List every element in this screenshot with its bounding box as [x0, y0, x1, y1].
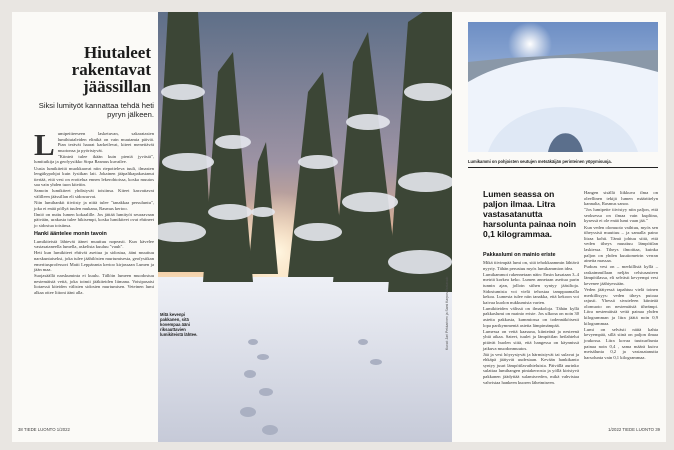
- photo-credit: Kuvat: Jari Pekkarinen ja Sami Karpos/Vastavalo: [445, 276, 449, 350]
- paragraph: Kun veden olomuoto vaihtuu, myös sen tiheyssisä muuttuu – ja samalla paino litraa kohti. Tämä johtuu siitä, että veden tiheys muuttuu lämpötilan laskiessa. Tiheys ilmoittaa, kuinka paljon on yhden kuutiometrin verran ainetta massaa.: [584, 224, 658, 264]
- paragraph: Hangen sisällä liikkuva ilma on oleellinen tekijä lumen määrittelyn kannalta, Rasmus sanoo.: [584, 190, 658, 207]
- pullquote: Lumen seassa on paljon ilmaa. Litra vastasatanutta harsolunta painaa noin 0,1 kilogrammaa.: [483, 189, 577, 239]
- intro-text: umipeitteeseen lasketuvan, sakaratasien lumihiutaleiden elinikä on vain muutamia päiviä. Pian terävät haarat karkeilevat, kiteet menettävät muotonsa ja pyöristyvät.: [57, 131, 154, 153]
- paragraph: "Kiinteä tulee ikään kuin pieniä jyväsiä", lumitutkija ja geofyysikko Sirpa Rasmus kuvailee.: [34, 153, 154, 165]
- photo-caption: Mitä kevenpi pakkanen, sitä kovempaa ääni riksauttavien lumikiteistä lähtee.: [160, 312, 198, 337]
- paragraph: Veden jäätyessä tapahtuu vielä toinen merkillisyys: veden tiheys putoaa rajusti. Yhessä sivuteleen kiinteää olomuoto on nestemäistä tiheämpi. Litra nestemäistä vettä painaa yhden kilogramman ja litra jäätä noin 0,9 kilogrammaa.: [584, 287, 658, 326]
- left-body: [34, 127, 154, 296]
- paragraph: Pudoas vesi on – merkillistä kyllä – raskaimmillaan neljän celsiusasteen lämpötilassa, eli selvästi kevyempi vesi kevenee jäähtyessään.: [584, 264, 658, 286]
- paragraph: Niin lumihankit tiiviisty ja niitä tulee "tanakkaa persuluntu", joka ei enää pöllyä tuulen mukana, Rasmus kertoo.: [34, 200, 154, 211]
- subhead: Pakkaslumi on mainio eriste: [483, 252, 556, 258]
- paragraph: "Jos lumipeite tiivistyy niin paljon, että seoksessa on ilmaa vain kupliina, kysessä ei ole enää lumi vaan jää.": [584, 207, 658, 224]
- paragraph: Lumikiteistä lähtevät äänet muuttuu nopeasti. Kun kävelee vastasataneella lumella, askelista kuuluu "vauh".: [34, 238, 154, 250]
- headline: Hiutaleet rakentavat jäässillan: [71, 43, 151, 96]
- dek: Siksi lumityöt kannattaa tehdä heti pyryn jälkeen.: [38, 101, 154, 119]
- paragraph: Lumikammoi rakennetaan näin: Ensin kasataan 3–4 metriä korkea keko. Lumen annetaan asettua parin tunnin ajan, jolloin siihen syntyy jääsiltoja. Sidostumista voi vielä tehostaa tamppaamalla kekoa. Lumesta tulee niin tanakka, että kekoon voi kaivaa kuolon nukkumista varten.: [483, 271, 579, 305]
- folio-left: 38 TIEDE LUONTO 1/2022: [18, 427, 70, 432]
- paragraph: Mikä tiivimpää lumi on, sitä tehokkaammin lähtävä nyyriy. Tähän perustuu myös lumikammion idea.: [483, 260, 579, 271]
- right-page: [452, 12, 666, 442]
- paragraph: Uusia lumikiteitä muokkaavat niin riepotteleva tuuli, ilmasten lengäkypohjat kuin fysiikan lait. Jokainen jääpaltkapakastanut tiertää, että vesi on erottelua ennen lekerohtoissa, koska muutos saa vain yhden tuon kiteitin.: [34, 165, 154, 188]
- folio-right: 1/2022 TIEDE LUONTO 39: [608, 427, 660, 432]
- subhead: Hanki ääntelee monin tavoin: [34, 230, 107, 237]
- paragraph: Lumi on selvästi näitä kahta kevyempää, sillä siinä on paljon ilmaa joukossa. Litra kovaa tuutsurfiunta painaa noin 0,4 , sama määrä kuiva metsälunta 0,2 ja vastasatanutta harsolunta vain 0,1 kilogrammaa.: [584, 326, 658, 360]
- small-photo-caption: Lumikammi on pohjoisten seutujen metsäkäijän perinteinen yöpymisuoja.: [468, 159, 612, 164]
- right-column-2: [584, 190, 658, 361]
- dropcap: L: [34, 127, 55, 162]
- right-column-1: [483, 250, 579, 386]
- paragraph: Lumessa on vettä kaasuna, kiinteänä ja nesteenä yhtä aikaa. Sateet, tuulet ja lämpötilan heilahtelut pitävät huolen siitä, että hangessa on käynnissä jatkuva muodonmuutos.: [483, 328, 579, 351]
- paragraph: Samoin lumikiteet yhdistyvät toisiinsa. Kiteet kasvattavat välilleen jäässillan eli sidosrarvat.: [34, 188, 154, 200]
- divider-rule: [468, 167, 658, 168]
- paragraph: Lumikiteiden välissä on ilmakoloja. Tähän kyllä pakkaslumi on mainio eriste. Jos ulkona on noin 30 astetta pakkasta, kammiossa on todennäköisesti lopa parikymmentä astetta lämpimämpää.: [483, 305, 579, 328]
- paragraph: Ilmiö on nuttu lumen kokaalille. Jos jättää lumityöt seuraavaan päivään, urakasta tulee hikisempi, koska lumikiteet ovat ehtineet jo sidostua toisiinsa.: [34, 211, 154, 228]
- paragraph: Suojasäällä narskuminta ei kuulu. Tällöin lumeen muodostuu nestemäistä vettä, joka toimii jääkiteiden liimana. Voisipasaisi liotaessä kiteiden välisten sidosten murtumisen. Veteinen lumi alkaa ottee liitoni ääni alla.: [34, 273, 154, 296]
- paragraph: Jää ja vesi höyrystyvät ja härmistyvät tai sulavat ja ehkäpä jäätyvät uudestaan. Kevään hankikanto syntyy juuri lämpötilavaihteluista. Päivällä aurinko sulattaa lumihangen pintakerrosta ja yöllä kiristyvä pakkanen jäädyttää sulamisveden, mikä vahvistaa vahvistaa hankeen kuoren lähetmiseen.: [483, 351, 579, 385]
- snow-mound-image: [468, 22, 658, 152]
- paragraph: Heti kun lumikiteet ehtivät asettua ja sidostua, ääni muuttuu narskuntaiseksi, joka tulee jäähilösten murtumisesta, geofysiikan emeritusprofessori Matti Leppäranta kertoo kirjassaan Lumen ja jään maa.: [34, 250, 154, 273]
- left-text-column: [34, 44, 154, 296]
- forest-sunset-image: [158, 12, 452, 442]
- winter-forest-photo: [158, 12, 452, 442]
- snow-shelter-photo: [468, 22, 658, 152]
